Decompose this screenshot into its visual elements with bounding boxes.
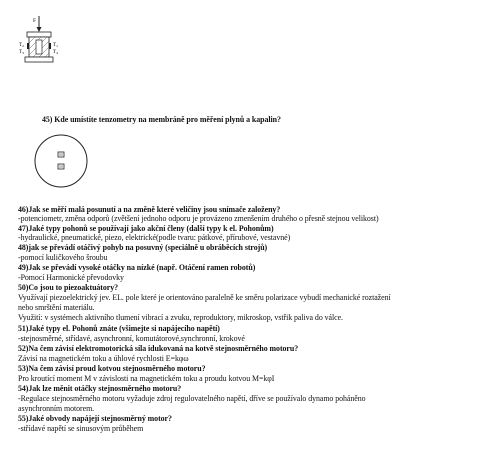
answer-49: -Pomocí Harmonické převodovky [18,273,124,282]
base-plate [25,57,53,62]
answer-55: -střídavé napětí se sinusovým průběhem [18,424,144,433]
question-48: 48)jak se převádí otáčivý pohyb na posuvný (speciálně u obráběcích strojů) [18,243,268,252]
question-55: 55)Jaké obvody napájejí stejnosměrný motor? [18,414,172,423]
question-50: 50)Co jsou to piezoaktuátory? [18,283,119,292]
membrane-gauge-top [58,152,64,157]
answer-53: Pro kroutící moment M v závislosti na magnetickém toku a proudu kotvou M=kφI [18,374,275,383]
answer-46: -potenciometr, změna odporů (zvětšení jednoho odporu je provázeno zmenšením druhého o přesně stejnou velikost) [18,214,379,223]
question-46: 46)Jak se měří malá posunutí a na změně které veličiny jsou snímače založeny? [18,205,281,214]
question-47: 47)Jaké typy pohonů se používají jako akční členy (další typy k el. Pohonům) [18,224,274,233]
answer-54-line-2: asynchronním motorem. [18,404,95,413]
question-52: 52)Na čem závisí elektromotorická síla idukovaná na kotvě stejnosměrného motoru? [18,344,299,353]
question-51: 51)Jaké typy el. Pohonů znáte (všimejte si napájecího napětí) [18,324,220,333]
gauge-label-t2: $T_2$ [19,43,24,48]
answer-50-line-2: nebo smrštění materiálu. [18,303,95,312]
membrane-circle [35,135,87,187]
answer-51: -stejnosměrné, střídavé, asynchronní, komutátorové,synchronní, krokové [18,334,245,343]
answer-52: Závisí na magnetickém toku a úhlové rychlosti E=kφω [18,354,189,363]
membrane-figure [30,130,92,192]
question-49: 49)Jak se převádí vysoké otáčky na nízké (např. Otáčení ramen robotů) [18,263,256,272]
question-54: 54)Jak lze měnit otáčky stejnosměrného motoru? [18,384,182,393]
gauge-left [27,43,29,49]
answer-47: -hydraulické, pneumatické, piezo, elektrické(podle tvaru: pátkové, přírubové, vestavné) [18,233,291,242]
force-label: F [33,18,37,24]
answer-48: -pomocí kuličkového šroubu [18,253,108,262]
inner-column [36,40,42,54]
question-53: 53)Na čem závisí proud kotvou stejnosměrného motoru? [18,364,206,373]
answer-50-line-1: Využívají piezoelektrický jev. EL. pole které je orientováno paralelně ke směru polarizace vybudí mechanické roztažení [18,293,391,302]
gauge-label-t1: $T_1$ [53,43,58,48]
force-arrow-head [37,27,42,32]
question-45: 45) Kde umístíte tenzometry na membráně pro měření plynů a kapalin? [42,115,281,124]
membrane-gauge-bottom [58,164,64,169]
gauge-label-t4: $T_4$ [53,50,58,55]
top-plate [27,32,51,37]
answer-54-line-1: -Regulace stejnosměrného motoru vyžaduje zdroj regulovatelného napětí, dříve se používalo dynamo poháněno [18,394,366,403]
gauge-label-t3: $T_3$ [19,50,24,55]
load-cell-figure [15,10,75,72]
answer-50-line-3: Využití: v systémech aktivního tlumení vibrací a zvuku, reproduktory, mikroskop, vstřik paliva do válce. [18,313,343,322]
gauge-right [49,43,51,49]
